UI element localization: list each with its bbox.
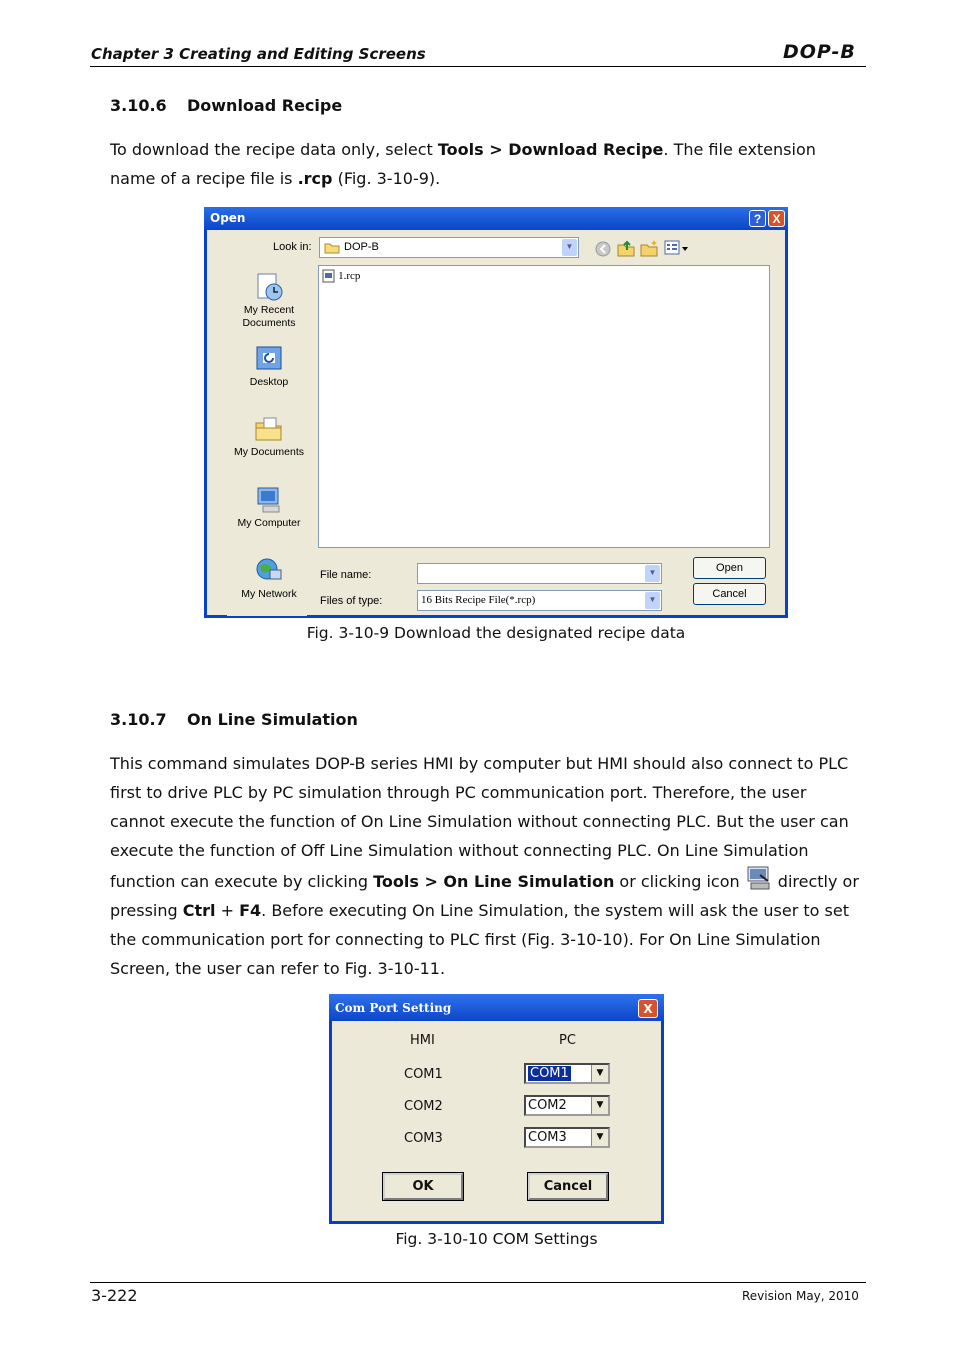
chevron-down-icon[interactable]: ▼ xyxy=(591,1065,608,1082)
recent-documents-icon xyxy=(254,272,284,302)
menu-path: Tools > On Line Simulation xyxy=(373,872,615,891)
chevron-down-icon[interactable]: ▼ xyxy=(591,1097,608,1114)
back-icon[interactable] xyxy=(594,240,612,258)
my-documents-icon xyxy=(254,414,284,444)
text-run: or clicking icon xyxy=(614,872,745,891)
pc-port-select-3[interactable] xyxy=(524,1127,610,1148)
com-dialog-titlebar xyxy=(329,994,664,1021)
hmi-port-label: COM2 xyxy=(404,1099,443,1114)
my-network-icon xyxy=(254,556,284,586)
chevron-down-icon[interactable]: ▼ xyxy=(645,592,660,609)
places-bar xyxy=(227,266,307,616)
up-folder-icon[interactable] xyxy=(617,239,635,257)
open-button[interactable]: Open xyxy=(693,557,766,579)
place-label: My Recent Documents xyxy=(242,304,296,329)
text-run: To download the recipe data only, select xyxy=(110,140,438,159)
text-run: This command simulates DOP-B series HMI by computer but HMI should also connect to PLC first to drive PLC by PC simulation through PC communication port. Therefore, the user cannot execute the function of On Line Simulation without connecting PLC. But the user can execute the function of Off Line Simulation without connecting PLC. On Line Simulation function can execute by clicking xyxy=(110,754,849,891)
shortcut-key: F4 xyxy=(239,901,262,920)
chevron-down-icon[interactable]: ▼ xyxy=(562,239,577,256)
file-extension: .rcp xyxy=(297,169,333,188)
cancel-button[interactable]: Cancel xyxy=(528,1173,608,1200)
place-my-recent-documents[interactable] xyxy=(227,272,311,330)
my-computer-icon xyxy=(254,485,284,515)
folder-icon xyxy=(324,241,340,254)
place-label: My Computer xyxy=(237,517,301,529)
place-my-documents[interactable] xyxy=(227,414,311,459)
close-button[interactable]: X xyxy=(768,210,785,227)
figure-caption-3-10-9: Fig. 3-10-9 Download the designated recipe data xyxy=(306,624,686,642)
desktop-icon xyxy=(254,344,284,374)
page-number: 3-222 xyxy=(91,1286,138,1305)
hmi-column-header: HMI xyxy=(410,1033,435,1048)
hmi-port-label: COM3 xyxy=(404,1131,443,1146)
pc-port-value: COM3 xyxy=(528,1130,567,1145)
chapter-header: Chapter 3 Creating and Editing Screens xyxy=(91,45,426,63)
file-list[interactable] xyxy=(318,265,770,548)
help-button[interactable]: ? xyxy=(749,210,766,227)
com-dialog-title: Com Port Setting xyxy=(335,1001,452,1015)
place-label: My Network xyxy=(241,588,297,600)
open-dialog-title: Open xyxy=(210,211,246,225)
shortcut-key: Ctrl xyxy=(182,901,216,920)
dop-b-logo: DOP-B xyxy=(783,41,856,63)
com-port-setting-dialog xyxy=(329,994,664,1224)
close-button[interactable]: X xyxy=(638,999,658,1018)
look-in-select[interactable] xyxy=(319,237,579,258)
on-line-simulation-icon xyxy=(745,865,773,891)
section-title: On Line Simulation xyxy=(187,710,358,729)
section-heading-download-recipe xyxy=(110,96,342,115)
on-line-simulation-paragraph xyxy=(110,749,866,983)
figure-caption-3-10-10: Fig. 3-10-10 COM Settings xyxy=(395,1230,598,1248)
header-rule xyxy=(90,66,866,67)
view-menu-icon[interactable] xyxy=(664,239,690,257)
text-run: . Before executing On Line Simulation, the system will ask the user to set the communication port for connecting to PLC first (Fig. 3-10-10). For On Line Simulation Screen, the user can refer to Fig. 3-10-11. xyxy=(110,901,849,978)
menu-path: Tools > Download Recipe xyxy=(437,140,664,159)
section-number: 3.10.7 xyxy=(110,710,167,729)
text-run: + xyxy=(215,901,240,920)
file-item-1-rcp[interactable] xyxy=(322,269,360,283)
open-dialog xyxy=(204,207,788,618)
section-title: Download Recipe xyxy=(187,96,343,115)
chevron-down-icon[interactable]: ▼ xyxy=(591,1129,608,1146)
file-name-label: File name: xyxy=(320,569,372,581)
pc-port-value: COM1 xyxy=(530,1066,569,1081)
section-heading-on-line-simulation xyxy=(110,710,358,729)
place-my-network[interactable] xyxy=(227,556,311,601)
pc-port-value: COM2 xyxy=(528,1098,567,1113)
file-name: 1.rcp xyxy=(338,270,361,282)
pc-port-select-2[interactable] xyxy=(524,1095,610,1116)
files-of-type-label: Files of type: xyxy=(320,595,383,607)
look-in-value: DOP-B xyxy=(344,241,379,253)
text-run: (Fig. 3-10-9). xyxy=(332,169,441,188)
chevron-down-icon[interactable]: ▼ xyxy=(645,565,660,582)
revision-date: Revision May, 2010 xyxy=(742,1289,859,1303)
cancel-button[interactable]: Cancel xyxy=(693,583,766,605)
ok-button[interactable]: OK xyxy=(383,1173,463,1200)
recipe-file-icon xyxy=(322,269,335,283)
pc-column-header: PC xyxy=(559,1033,576,1048)
look-in-label: Look in: xyxy=(273,241,312,253)
section-number: 3.10.6 xyxy=(110,96,167,115)
files-of-type-select[interactable] xyxy=(417,590,662,611)
download-recipe-paragraph xyxy=(110,135,866,193)
open-dialog-body xyxy=(207,230,785,615)
com-dialog-body xyxy=(332,1021,661,1221)
place-my-computer[interactable] xyxy=(227,485,311,530)
text-run: directly or pressing xyxy=(110,872,859,920)
footer-rule xyxy=(90,1282,866,1283)
open-dialog-titlebar xyxy=(204,207,788,230)
place-label: Desktop xyxy=(249,376,289,388)
hmi-port-label: COM1 xyxy=(404,1067,443,1082)
file-name-input[interactable] xyxy=(417,563,662,584)
files-of-type-value: 16 Bits Recipe File(*.rcp) xyxy=(421,594,536,606)
place-label: My Documents xyxy=(233,446,305,458)
new-folder-icon[interactable] xyxy=(640,239,658,257)
pc-port-select-1[interactable] xyxy=(524,1063,610,1084)
place-desktop[interactable] xyxy=(227,344,311,389)
text-run: . The file extension name of a recipe file is xyxy=(110,140,816,188)
